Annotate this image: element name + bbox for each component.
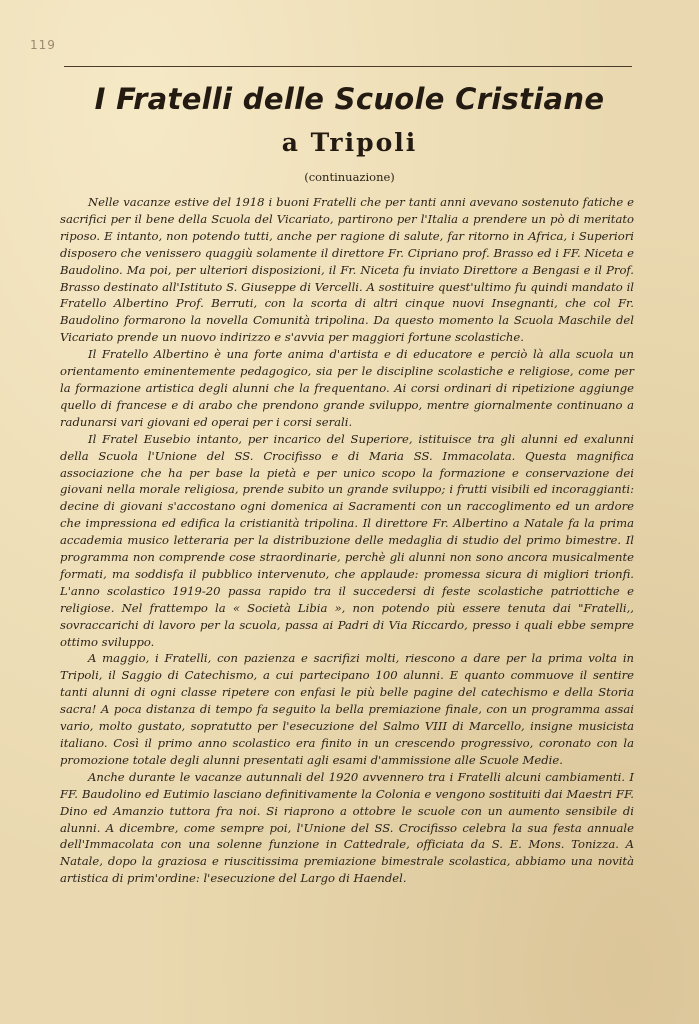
paragraph: Il Fratel Eusebio intanto, per incarico del Superiore, istituisce tra gli alunni ed exalunni della Scuola l'Unione del SS. Crocifisso e di Maria SS. Immacolata. Questa magnifica associazione che ha per base la pietà e per unico scopo la formazione e conservazione dei giovani nella morale religiosa, prende subito un grande sviluppo; i frutti visibili ed incoraggianti: decine di giovani s'accostano ogni domenica ai Sacramenti con un raccoglimento ed un ardore che impressiona ed edifica la cristianità tripolina. Il direttore Fr. Albertino a Natale fa la prima accademia musico letteraria per la distribuzione delle medaglia di studio del primo bimestre. Il programma non comprende cose straordinarie, perchè gli alunni non sono ancora musicalmente formati, ma soddisfa il pubblico intervenuto, che applaude: promessa sicura di migliori trionfi. L'anno scolastico 1919-20 passa rapido tra il succedersi di feste scolastiche patriottiche e religiose. Nel frattempo la « Società Libia », non potendo più essere tenuta dai "Fratelli,, sovraccarichi di lavoro per la scuola, passa ai Padri di Via Riccardo, presso i quali ebbe sempre ottimo sviluppo. (60, 431, 634, 649)
paragraph: Il Fratello Albertino è una forte anima d'artista e di educatore e perciò là alla scuola un orientamento eminentemente pedagogico, sia per le discipline scolastiche e religiose, come per la formazione artistica degli alunni che la frequentano. Ai corsi ordinari di ripetizione aggiunge quello di francese e di arabo che prendono grande sviluppo, mentre giornalmente continuano a radunarsi vari giovani ed operai per i corsi serali. (60, 347, 634, 429)
article-title: I Fratelli delle Scuole Cristiane (94, 82, 605, 116)
paragraph: A maggio, i Fratelli, con pazienza e sacrifizi molti, riescono a dare per la prima volta in Tripoli, il Saggio di Catechismo, a cui partecipano 100 alunni. E quanto commuove il sentire tanti alunni di ogni classe ripetere con enfasi le più belle pagine del catechismo e della Storia sacra! A poca distanza di tempo fa seguito la bella premiazione finale, con un programma assai vario, molto gustato, sopratutto per l'esecuzione del Salmo VIII di Marcello, insigne musicista italiano. Così il primo anno scolastico era finito in un crescendo progressivo, coronato con la promozione totale degli alunni presentati agli esami d'ammissione alle Scuole Medie. (60, 651, 634, 767)
header-rule (64, 66, 632, 67)
paragraph: Nelle vacanze estive del 1918 i buoni Fratelli che per tanti anni avevano sostenuto fatiche e sacrifici per il bene della Scuola del Vicariato, partirono per l'Italia a prendere un pò di meritato riposo. E intanto, non potendo tutti, anche per ragione di salute, far ritorno in Africa, i Superiori disposero che venissero quaggiù solamente il direttore Fr. Cipriano prof. Brasso ed i FF. Niceta e Baudolino. Ma poi, per ulteriori disposizioni, il Fr. Niceta fu inviato Direttore a Bengasi e il Prof. Brasso destinato all'Istituto S. Giuseppe di Vercelli. A sostituire quest'ultimo fu quindi mandato il Fratello Albertino Prof. Berruti, con la scorta di altri cinque nuovi Insegnanti, che col Fr. Baudolino formarono la novella Comunità tripolina. Da questo momento la Scuola Maschile del Vicariato prende un nuovo indirizzo e s'avvia per maggiori fortune scolastiche. (60, 195, 634, 345)
article-body (60, 194, 634, 887)
continuation-note: (continuazione) (304, 170, 395, 184)
paragraph: Anche durante le vacanze autunnali del 1920 avvennero tra i Fratelli alcuni cambiamenti. I FF. Baudolino ed Eutimio lasciano definitivamente la Colonia e vengono sostituiti dai Maestri FF. Dino ed Amanzio tuttora fra noi. Si riaprono a ottobre le scuole con un aumento sensibile di alunni. A dicembre, come sempre poi, l'Unione del SS. Crocifisso celebra la sua festa annuale dell'Immacolata con una solenne funzione in Cattedrale, officiata da S. E. Mons. Tonizza. A Natale, dopo la graziosa e riuscitissima premiazione bimestrale scolastica, abbiamo una novità artistica di prim'ordine: l'esecuzione del Largo di Haendel. (60, 769, 634, 886)
page-number: 119 (30, 38, 56, 52)
article-subtitle: a Tripoli (281, 128, 418, 157)
